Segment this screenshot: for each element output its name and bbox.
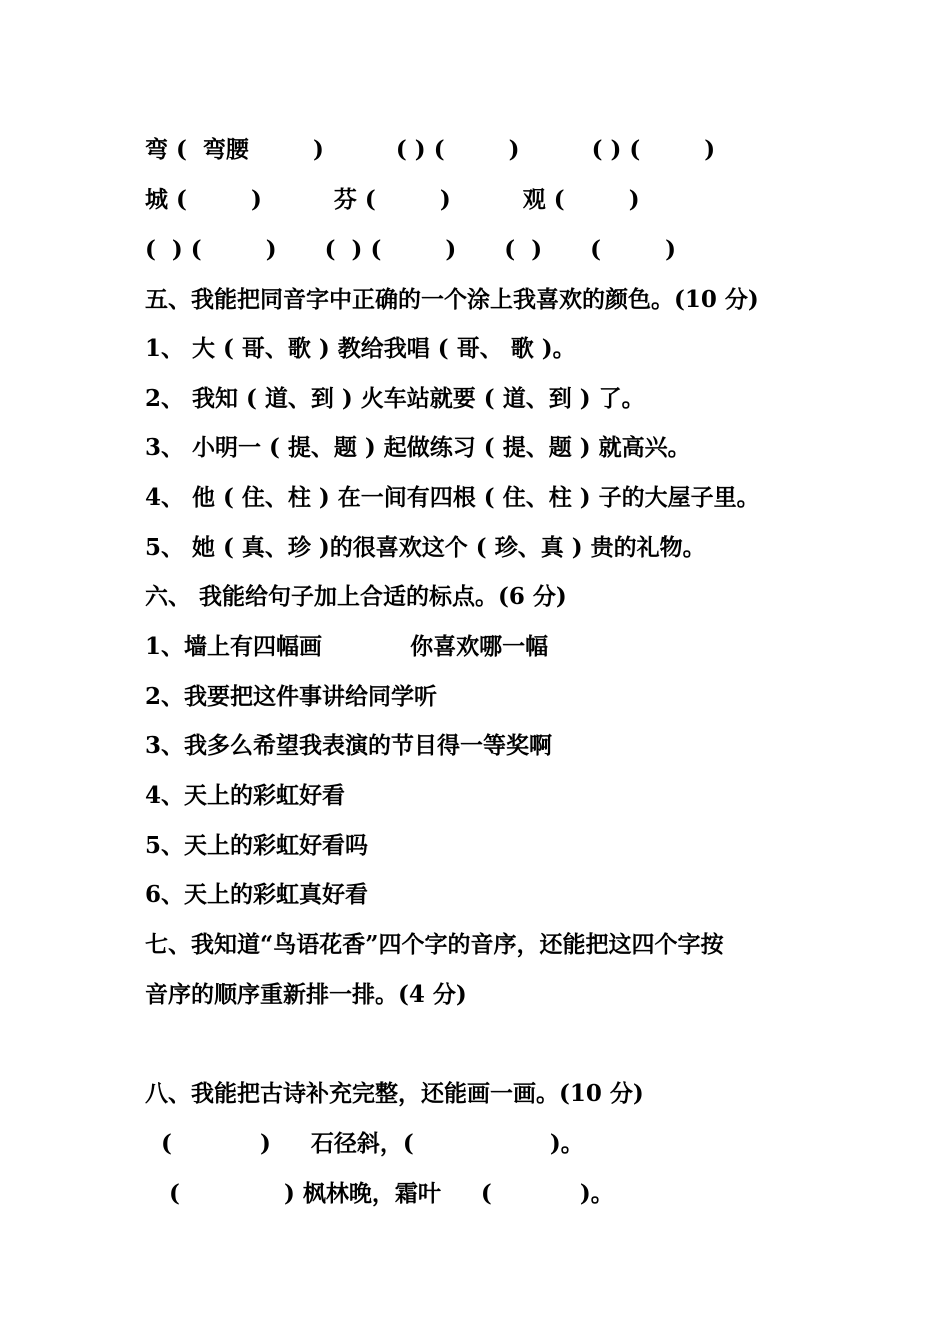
section-7-title-line-2: 音序的顺序重新排一排。(4 分): [145, 981, 467, 1008]
section-6-title: 六、 我能给句子加上合适的标点。(6 分): [145, 583, 567, 610]
section-5-item-5: 5、 她 ( 真、珍 )的很喜欢这个 ( 珍、真 ) 贵的礼物。: [145, 534, 706, 561]
section-5-item-2: 2、 我知 ( 道、到 ) 火车站就要 ( 道、到 ) 了。: [145, 385, 645, 412]
section-6-item-6: 6、天上的彩虹真好看: [145, 881, 369, 908]
section-5-title: 五、我能把同音字中正确的一个涂上我喜欢的颜色。(10 分): [145, 286, 759, 313]
section-7-title-line-1: 七、我知道“鸟语花香”四个字的音序，还能把这四个字按: [145, 931, 724, 958]
section-5-item-3: 3、 小明一 ( 提、题 ) 起做练习 ( 提、题 ) 就高兴。: [145, 434, 691, 461]
section-6-item-3: 3、我多么希望我表演的节目得一等奖啊: [145, 732, 553, 759]
section-6-item-5: 5、天上的彩虹好看吗: [145, 832, 369, 859]
poem-line-1: ( ) 石径斜，( )。: [145, 1130, 584, 1157]
pinyin-row-3: ( ) ( ) ( ) ( ) ( ) ( ): [145, 236, 676, 263]
section-5-item-1: 1、 大 ( 哥、歌 ) 教给我唱 ( 哥、 歌 )。: [145, 335, 576, 362]
section-6-item-4: 4、天上的彩虹好看: [145, 782, 346, 809]
section-6-item-2: 2、我要把这件事讲给同学听: [145, 683, 438, 710]
poem-line-2: ( ) 枫林晚，霜叶 ( )。: [145, 1180, 614, 1207]
section-8-title: 八、我能把古诗补充完整，还能画一画。(10 分): [145, 1080, 644, 1107]
pinyin-row-1: 弯 ( 弯腰 ) ( ) ( ) ( ) ( ): [145, 136, 716, 163]
section-5-item-4: 4、 他 ( 住、柱 ) 在一间有四根 ( 住、柱 ) 子的大屋子里。: [145, 484, 760, 511]
section-6-item-1: 1、墙上有四幅画 你喜欢哪一幅: [145, 633, 549, 660]
pinyin-row-2: 城 ( ) 芬 ( ) 观 ( ): [145, 186, 640, 213]
